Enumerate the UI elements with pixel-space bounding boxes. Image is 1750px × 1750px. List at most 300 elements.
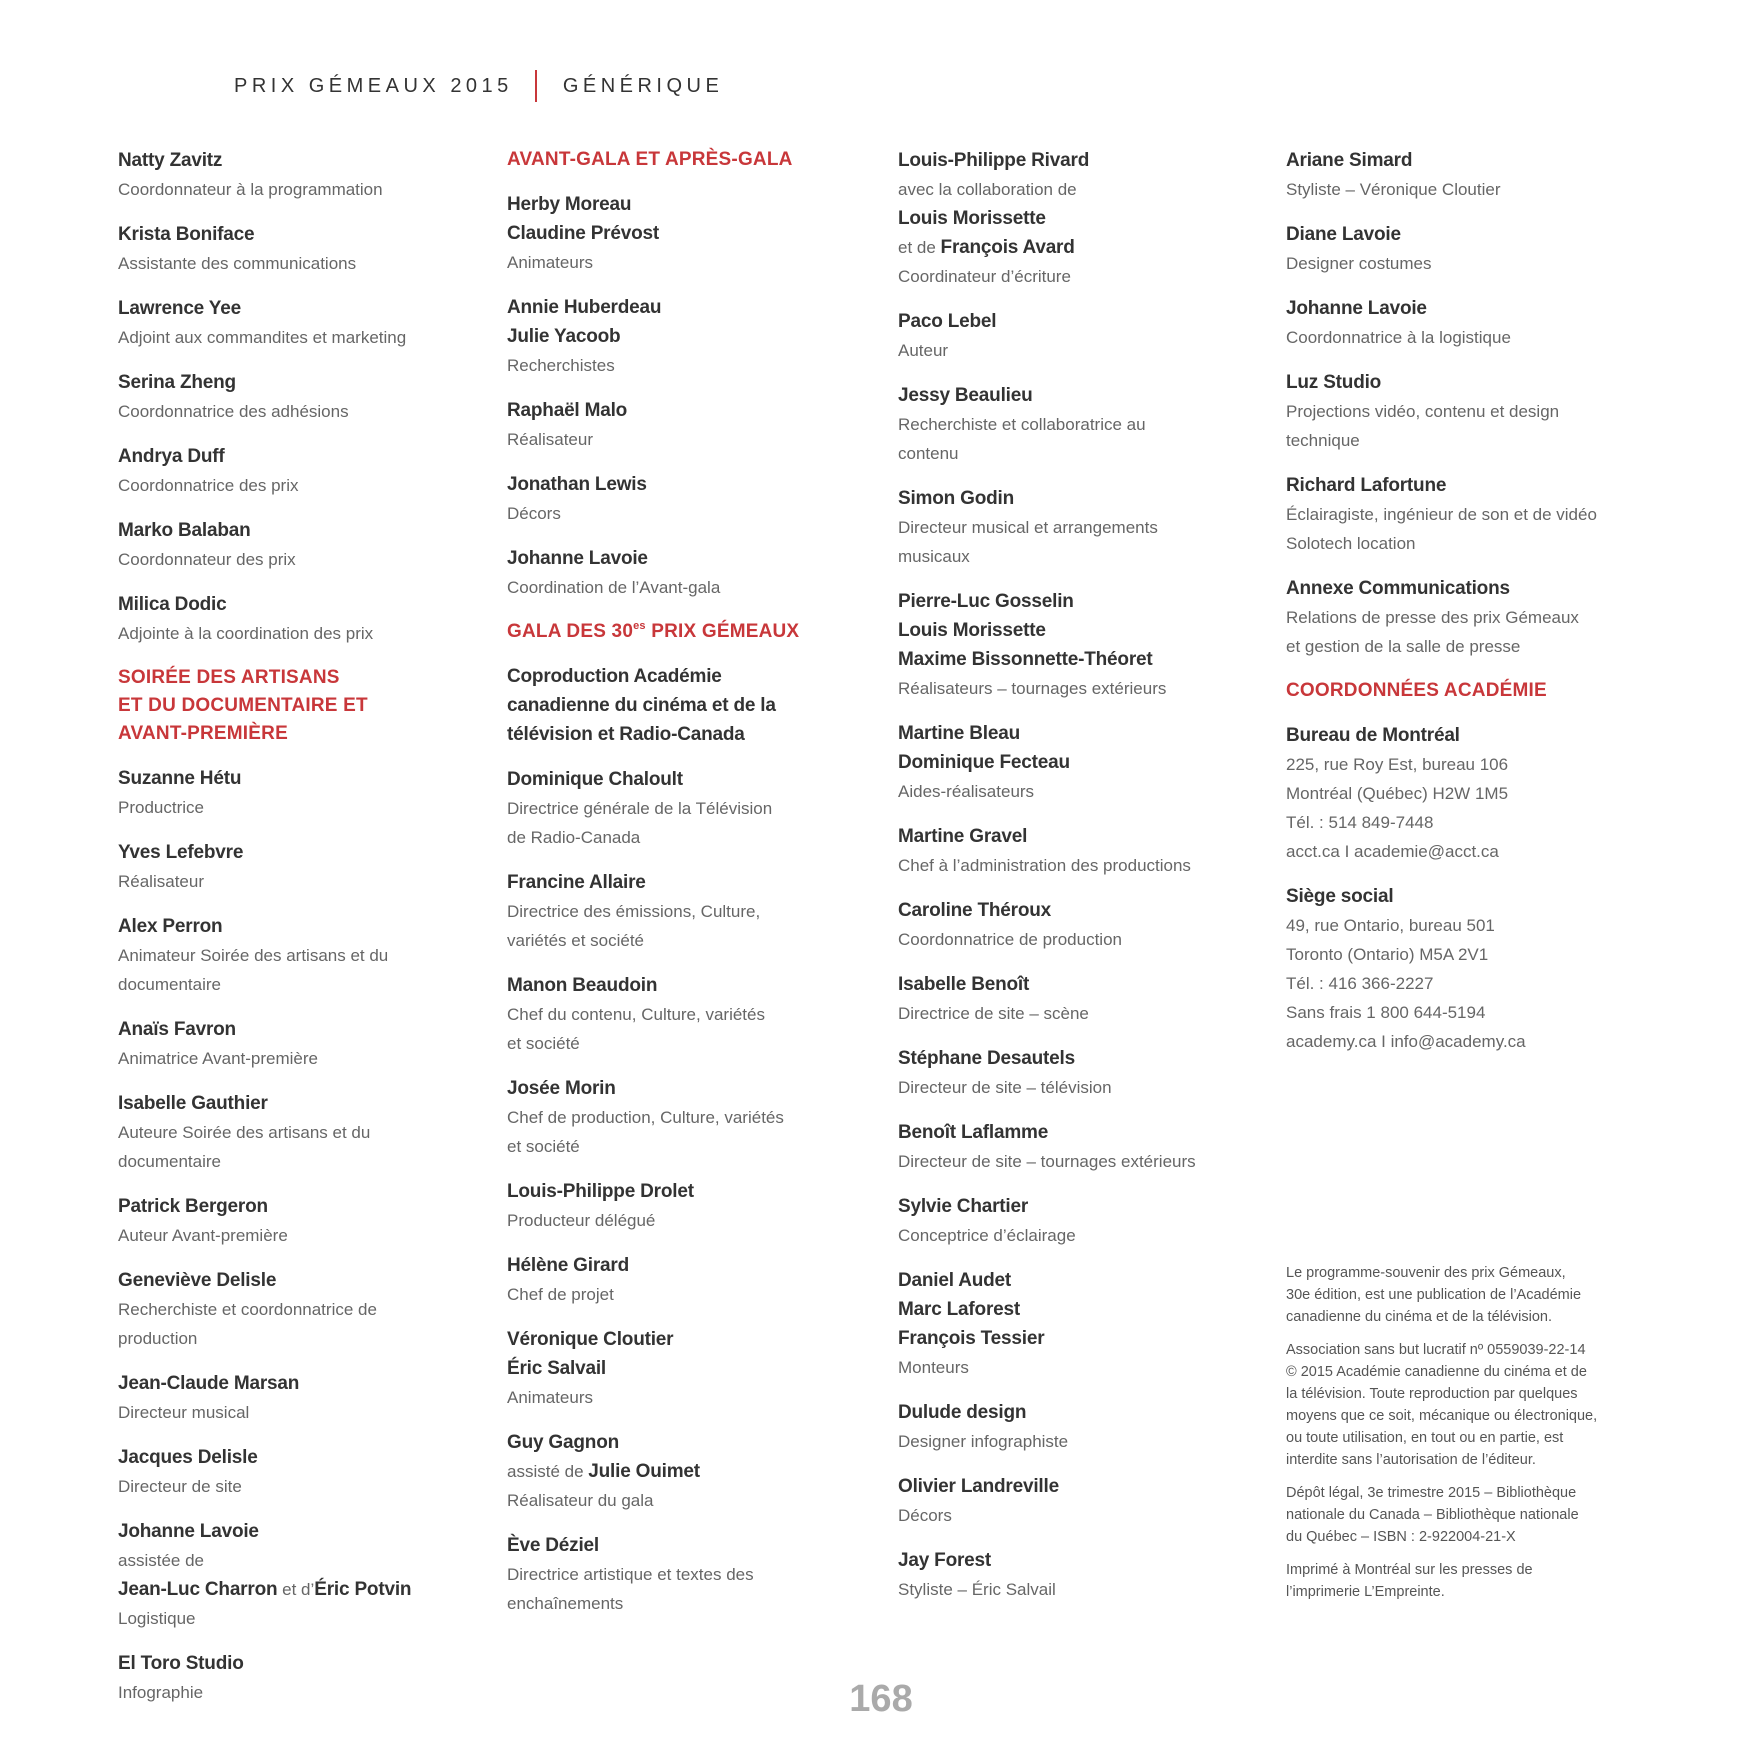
credit-entry (118, 294, 488, 352)
credit-line (898, 204, 1268, 233)
credit-role: Auteure Soirée des artisans et du (118, 1123, 371, 1142)
credit-entry (898, 970, 1268, 1028)
credit-line (898, 896, 1268, 925)
heading-text: COORDONNÉES ACADÉMIE (1286, 680, 1547, 701)
credit-line (118, 1324, 488, 1353)
credit-line (118, 294, 488, 323)
credit-line (1286, 500, 1656, 529)
credit-name: Stéphane Desautels (898, 1048, 1075, 1069)
credit-line (898, 748, 1268, 777)
credit-role: Réalisateur (118, 872, 204, 891)
credit-role: Chef de production, Culture, variétés (507, 1108, 784, 1127)
credit-role: acct.ca I academie@acct.ca (1286, 842, 1499, 861)
credit-line (1286, 940, 1656, 969)
credit-role: Animateurs (507, 253, 593, 272)
credit-line (898, 999, 1268, 1028)
heading-text: SOIRÉE DES ARTISANS (118, 667, 340, 688)
credit-entry (118, 368, 488, 426)
credit-line (507, 396, 877, 425)
credit-name: Jean-Claude Marsan (118, 1373, 300, 1394)
credit-line (1286, 808, 1656, 837)
credit-role: Logistique (118, 1609, 196, 1628)
credit-role: Designer costumes (1286, 254, 1432, 273)
credit-name: Marc Laforest (898, 1299, 1020, 1320)
credit-line (1286, 175, 1656, 204)
credit-name: Julie Yacoob (507, 326, 621, 347)
credit-line (118, 1295, 488, 1324)
credit-role: et gestion de la salle de presse (1286, 637, 1521, 656)
credit-name: Hélène Girard (507, 1255, 630, 1276)
credit-name: Richard Lafortune (1286, 475, 1447, 496)
credit-role: Adjointe à la coordination des prix (118, 624, 374, 643)
credit-entry (507, 293, 877, 380)
credit-line (507, 662, 877, 691)
credit-entry (898, 307, 1268, 365)
section-heading (1286, 677, 1656, 705)
credit-line (898, 1546, 1268, 1575)
credit-line (507, 691, 877, 720)
credit-line (898, 1472, 1268, 1501)
page-number: 168 (849, 1678, 913, 1720)
credit-entry (507, 1177, 877, 1235)
credit-role: Adjoint aux commandites et marketing (118, 328, 407, 347)
credit-line (118, 1015, 488, 1044)
credit-line (898, 1044, 1268, 1073)
credit-name: télévision et Radio-Canada (507, 724, 745, 745)
credit-role: Projections vidéo, contenu et design (1286, 402, 1560, 421)
credit-line (898, 1221, 1268, 1250)
credit-name: Martine Bleau (898, 723, 1020, 744)
credit-name: Jonathan Lewis (507, 474, 647, 495)
credit-line (507, 1428, 877, 1457)
credit-line (118, 146, 488, 175)
credit-role: et de (898, 238, 941, 257)
credit-name: Josée Morin (507, 1078, 616, 1099)
credit-name: Caroline Théroux (898, 900, 1052, 921)
credit-entry (898, 587, 1268, 703)
credit-line (898, 336, 1268, 365)
credit-entry (118, 442, 488, 500)
credit-line (118, 793, 488, 822)
credit-line (1286, 294, 1656, 323)
credit-line (507, 1132, 877, 1161)
credit-line (118, 590, 488, 619)
credit-line (1286, 998, 1656, 1027)
credit-role: Réalisateur du gala (507, 1491, 654, 1510)
credit-line (118, 1369, 488, 1398)
credit-entry (118, 1443, 488, 1501)
heading-text: AVANT-GALA ET APRÈS-GALA (507, 149, 793, 170)
credit-role: Montréal (Québec) H2W 1M5 (1286, 784, 1509, 803)
credit-entry (507, 971, 877, 1058)
credit-line (118, 970, 488, 999)
credit-role: Conceptrice d’éclairage (898, 1226, 1076, 1245)
credit-entry (118, 516, 488, 574)
credit-role: Aides-réalisateurs (898, 782, 1035, 801)
credit-line (507, 219, 877, 248)
credit-name: Johanne Lavoie (507, 548, 648, 569)
heading-line (1286, 677, 1656, 705)
credit-role: Directeur de site – tournages extérieurs (898, 1152, 1196, 1171)
credit-line (507, 765, 877, 794)
credit-name: Coproduction Académie (507, 666, 722, 687)
credit-entry (118, 1266, 488, 1353)
credit-role: 49, rue Ontario, bureau 501 (1286, 916, 1495, 935)
credit-line (118, 323, 488, 352)
credit-line (1286, 471, 1656, 500)
credit-line (507, 544, 877, 573)
credit-line (1286, 397, 1656, 426)
credit-role: Coordonnatrice des prix (118, 476, 299, 495)
credit-role: assisté de (507, 1462, 589, 1481)
section-heading (507, 146, 877, 174)
credit-line (1286, 368, 1656, 397)
credit-entry (507, 1531, 877, 1618)
credit-role: Recherchiste et collaboratrice au (898, 415, 1146, 434)
credit-line (507, 868, 877, 897)
credit-name: Siège social (1286, 886, 1394, 907)
credit-line (507, 1457, 877, 1486)
credit-entry (898, 1266, 1268, 1382)
credit-role: Directrice artistique et textes des (507, 1565, 754, 1584)
credit-entry (1286, 721, 1656, 866)
credit-name: Diane Lavoie (1286, 224, 1401, 245)
credit-role: Chef de projet (507, 1285, 614, 1304)
credit-role: Directeur musical et arrangements (898, 518, 1158, 537)
credits-column-4 (1286, 146, 1656, 1072)
credit-entry (898, 719, 1268, 806)
credit-entry (1286, 220, 1656, 278)
credit-name: Natty Zavitz (118, 150, 223, 171)
credit-name: Jean-Luc Charron (118, 1579, 278, 1600)
credit-line (507, 573, 877, 602)
credit-entry (118, 1192, 488, 1250)
credit-role: Animatrice Avant-première (118, 1049, 318, 1068)
credit-line (898, 513, 1268, 542)
credit-entry (118, 764, 488, 822)
credit-name: Sylvie Chartier (898, 1196, 1029, 1217)
credit-entry (118, 146, 488, 204)
credit-role: Décors (507, 504, 561, 523)
credit-line (1286, 969, 1656, 998)
credit-line (898, 674, 1268, 703)
credit-line (898, 587, 1268, 616)
credit-name: Annexe Communications (1286, 578, 1510, 599)
credit-name: Milica Dodic (118, 594, 227, 615)
credit-entry (898, 484, 1268, 571)
credit-line (1286, 779, 1656, 808)
credit-line (118, 1472, 488, 1501)
credit-role: Tél. : 416 366-2227 (1286, 974, 1434, 993)
credit-line (898, 307, 1268, 336)
credit-name: Louis-Philippe Drolet (507, 1181, 694, 1202)
credit-entry (1286, 882, 1656, 1056)
credit-role: 225, rue Roy Est, bureau 106 (1286, 755, 1509, 774)
credit-name: Claudine Prévost (507, 223, 660, 244)
credit-name: Marko Balaban (118, 520, 251, 541)
credit-entry (507, 396, 877, 454)
credit-line (118, 1147, 488, 1176)
credit-role: musicaux (898, 547, 970, 566)
credit-name: Pierre-Luc Gosselin (898, 591, 1074, 612)
credit-line (507, 1280, 877, 1309)
credit-role: Auteur Avant-première (118, 1226, 288, 1245)
colophon-paragraph: Dépôt légal, 3e trimestre 2015 – Bibliothèque nationale du Canada – Bibliothèque nationale du Québec – ISBN : 2-922004-21-X (1286, 1485, 1579, 1545)
credit-line (507, 971, 877, 1000)
credit-line (507, 1383, 877, 1412)
credit-entry (898, 896, 1268, 954)
credit-role: assistée de (118, 1551, 204, 1570)
credit-line (507, 1206, 877, 1235)
credit-role: contenu (898, 444, 959, 463)
credit-role: et société (507, 1034, 580, 1053)
credit-line (507, 499, 877, 528)
credit-line (118, 912, 488, 941)
credit-role: Directrice des émissions, Culture, (507, 902, 761, 921)
credit-entry (118, 838, 488, 896)
credit-role: Coordonnatrice de production (898, 930, 1122, 949)
credit-line (507, 1560, 877, 1589)
credit-line (118, 619, 488, 648)
heading-line (118, 664, 488, 692)
credit-name: Isabelle Benoît (898, 974, 1030, 995)
credit-line (507, 1103, 877, 1132)
credit-name: Benoît Laflamme (898, 1122, 1049, 1143)
credit-name: Paco Lebel (898, 311, 997, 332)
credit-line (507, 1325, 877, 1354)
credit-role: Éclairagiste, ingénieur de son et de vidéo (1286, 505, 1597, 524)
credit-line (1286, 750, 1656, 779)
credit-entry (118, 220, 488, 278)
credit-name: Ariane Simard (1286, 150, 1413, 171)
credit-line (898, 175, 1268, 204)
credit-name: Patrick Bergeron (118, 1196, 268, 1217)
credit-line (118, 1089, 488, 1118)
credit-line (898, 233, 1268, 262)
credit-name: Éric Potvin (314, 1579, 412, 1600)
credit-entry (507, 1325, 877, 1412)
credit-line (507, 351, 877, 380)
credit-line (507, 720, 877, 749)
credit-line (118, 867, 488, 896)
credit-line (507, 1074, 877, 1103)
credit-line (898, 542, 1268, 571)
credit-name: Bureau de Montréal (1286, 725, 1460, 746)
credit-name: Serina Zheng (118, 372, 236, 393)
credit-name: Luz Studio (1286, 372, 1382, 393)
credit-role: et d’ (277, 1580, 315, 1599)
credit-line (898, 410, 1268, 439)
credit-line (898, 925, 1268, 954)
credit-entry (118, 912, 488, 999)
credit-role: Réalisateurs – tournages extérieurs (898, 679, 1167, 698)
credit-role: Animateur Soirée des artisans et du (118, 946, 389, 965)
credit-entry (118, 1089, 488, 1176)
credit-role: Coordonnateur à la programmation (118, 180, 383, 199)
credit-name: Annie Huberdeau (507, 297, 662, 318)
credit-name: Herby Moreau (507, 194, 632, 215)
credit-entry (507, 544, 877, 602)
credit-name: Francine Allaire (507, 872, 646, 893)
credit-name: Dominique Chaloult (507, 769, 683, 790)
header-section: GÉNÉRIQUE (562, 74, 724, 97)
running-header (234, 70, 723, 102)
credit-line (118, 1221, 488, 1250)
section-heading (507, 618, 877, 646)
credit-name: Johanne Lavoie (1286, 298, 1427, 319)
credit-line (898, 645, 1268, 674)
credit-line (118, 175, 488, 204)
credit-name: Manon Beaudoin (507, 975, 658, 996)
credit-role: Styliste – Véronique Cloutier (1286, 180, 1501, 199)
heading-line: AVANT-PREMIÈRE (118, 723, 288, 744)
credit-name: Véronique Cloutier (507, 1329, 674, 1350)
credit-name: Ève Déziel (507, 1535, 599, 1556)
credit-role: Designer infographiste (898, 1432, 1069, 1451)
credit-role: Producteur délégué (507, 1211, 656, 1230)
credit-line (898, 439, 1268, 468)
credit-line (507, 1354, 877, 1383)
credit-name: Anaïs Favron (118, 1019, 236, 1040)
credit-entry (898, 1398, 1268, 1456)
credit-line (898, 1575, 1268, 1604)
credit-line (898, 1073, 1268, 1102)
colophon (1286, 1262, 1646, 1614)
credit-name: Daniel Audet (898, 1270, 1012, 1291)
credit-line (118, 249, 488, 278)
credit-entry (1286, 146, 1656, 204)
credit-name: Johanne Lavoie (118, 1521, 259, 1542)
credit-line (898, 1353, 1268, 1382)
credit-line (507, 1251, 877, 1280)
credit-role: avec la collaboration de (898, 180, 1077, 199)
credit-line (507, 248, 877, 277)
credit-role: Auteur (898, 341, 949, 360)
credit-line (507, 293, 877, 322)
credit-line (1286, 911, 1656, 940)
credit-role: Recherchiste et coordonnatrice de (118, 1300, 377, 1319)
credit-line (507, 1000, 877, 1029)
credit-role: Recherchistes (507, 356, 615, 375)
credit-role: Animateurs (507, 1388, 593, 1407)
credit-entry (118, 1369, 488, 1427)
credit-entry (507, 470, 877, 528)
credit-line (1286, 249, 1656, 278)
credit-name: Dominique Fecteau (898, 752, 1070, 773)
credit-line (1286, 603, 1656, 632)
credit-line (118, 368, 488, 397)
credit-line (118, 516, 488, 545)
credit-name: Jay Forest (898, 1550, 992, 1571)
credit-line (1286, 146, 1656, 175)
credit-line (898, 616, 1268, 645)
heading-text: GALA DES 30 (507, 621, 634, 642)
credit-name: Louis-Philippe Rivard (898, 150, 1090, 171)
credit-line (507, 190, 877, 219)
credit-role: documentaire (118, 975, 222, 994)
credit-line (1286, 220, 1656, 249)
credit-name: Simon Godin (898, 488, 1015, 509)
credit-line (118, 1398, 488, 1427)
credit-name: Alex Perron (118, 916, 223, 937)
credit-role: Coordonnatrice des adhésions (118, 402, 349, 421)
credit-line (118, 838, 488, 867)
credit-line (1286, 837, 1656, 866)
credit-role: Solotech location (1286, 534, 1416, 553)
credit-entry (898, 1546, 1268, 1604)
credit-line (898, 1192, 1268, 1221)
credit-name: Jacques Delisle (118, 1447, 258, 1468)
credit-line (507, 425, 877, 454)
credit-role: Chef du contenu, Culture, variétés (507, 1005, 765, 1024)
credit-line (507, 823, 877, 852)
credit-line (898, 1398, 1268, 1427)
credit-name: François Avard (940, 237, 1075, 258)
credit-line (898, 1147, 1268, 1176)
credit-role: Coordonnateur des prix (118, 550, 296, 569)
credit-entry (507, 1428, 877, 1515)
credit-role: Tél. : 514 849-7448 (1286, 813, 1434, 832)
credit-entry (118, 590, 488, 648)
credit-entry (898, 822, 1268, 880)
credit-line (898, 1501, 1268, 1530)
credit-line (898, 484, 1268, 513)
credit-entry (898, 1044, 1268, 1102)
heading-text: PRIX GÉMEAUX (645, 621, 800, 642)
credit-line (1286, 574, 1656, 603)
credit-line (898, 1118, 1268, 1147)
credit-entry (507, 765, 877, 852)
credit-line (898, 719, 1268, 748)
credit-name: Yves Lefebvre (118, 842, 244, 863)
credit-name: Geneviève Delisle (118, 1270, 277, 1291)
credit-line (507, 1531, 877, 1560)
credit-line (118, 1118, 488, 1147)
credit-line (118, 1192, 488, 1221)
credit-line (898, 262, 1268, 291)
credit-line (898, 1266, 1268, 1295)
credit-entry (898, 381, 1268, 468)
colophon-paragraph: Imprimé à Montréal sur les presses de l’imprimerie L’Empreinte. (1286, 1562, 1533, 1600)
credit-line (118, 545, 488, 574)
credit-name: Dulude design (898, 1402, 1027, 1423)
header-title: PRIX GÉMEAUX 2015 (234, 74, 513, 97)
heading-line: ET DU DOCUMENTAIRE ET (118, 695, 368, 716)
credit-name: Olivier Landreville (898, 1476, 1059, 1497)
credit-line (1286, 1027, 1656, 1056)
credits-column-1 (118, 146, 488, 1723)
credit-line (898, 146, 1268, 175)
credit-line (118, 1044, 488, 1073)
credit-line (898, 851, 1268, 880)
credit-role: production (118, 1329, 198, 1348)
credit-role: Directeur de site – télévision (898, 1078, 1112, 1097)
credit-role: academy.ca I info@academy.ca (1286, 1032, 1526, 1051)
credit-line (898, 1295, 1268, 1324)
credit-line (507, 1589, 877, 1618)
credit-entry (1286, 368, 1656, 455)
credit-line (1286, 632, 1656, 661)
credit-line (507, 322, 877, 351)
credit-name: Raphaël Malo (507, 400, 628, 421)
credit-role: Coordination de l’Avant-gala (507, 578, 721, 597)
credit-name: Louis Morissette (898, 620, 1046, 641)
credit-line (507, 1177, 877, 1206)
credit-name: Guy Gagnon (507, 1432, 620, 1453)
credit-line (507, 794, 877, 823)
credit-role: Sans frais 1 800 644-5194 (1286, 1003, 1486, 1022)
credit-name: Suzanne Hétu (118, 768, 242, 789)
